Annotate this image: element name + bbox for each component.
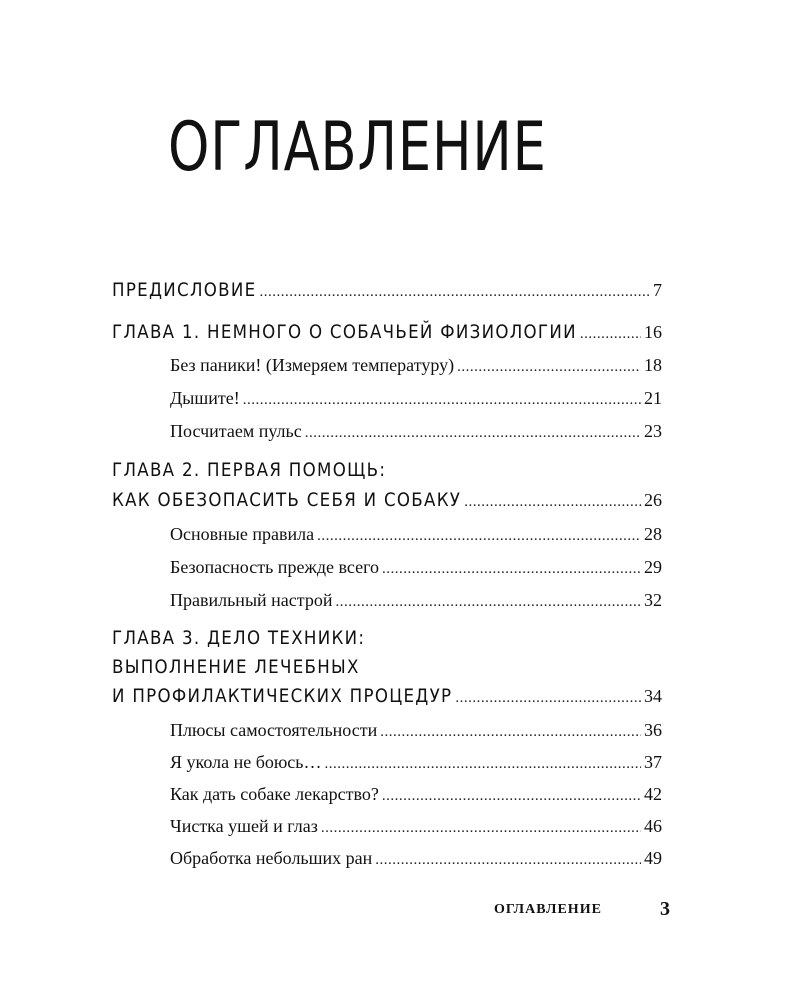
toc-entry-section[interactable] bbox=[170, 752, 662, 773]
toc-page-number: 36 bbox=[644, 720, 662, 740]
toc-chapter-3-heading-line[interactable]: ВЫПОЛНЕНИЕ ЛЕЧЕБНЫХ bbox=[112, 657, 360, 678]
toc-entry-label: КАК ОБЕЗОПАСИТЬ СЕБЯ И СОБАКУ bbox=[112, 490, 462, 511]
toc-page-number: 28 bbox=[644, 524, 662, 544]
dot-leader bbox=[580, 326, 641, 343]
dot-leader bbox=[382, 561, 641, 578]
toc-entry-section[interactable] bbox=[170, 524, 662, 545]
dot-leader bbox=[457, 359, 641, 376]
toc-entry-chapter-2[interactable] bbox=[112, 490, 662, 511]
toc-entry-section[interactable] bbox=[170, 784, 662, 805]
toc-page-number: 42 bbox=[644, 784, 662, 804]
toc-entry-label: Безопасность прежде всего bbox=[170, 557, 380, 577]
toc-entry-preface[interactable] bbox=[112, 280, 662, 301]
toc-page-number: 23 bbox=[644, 421, 662, 441]
toc-chapter-3-heading-line[interactable]: ГЛАВА 3. ДЕЛО ТЕХНИКИ: bbox=[112, 628, 366, 649]
toc-page-number: 21 bbox=[644, 388, 662, 408]
dot-leader bbox=[375, 852, 641, 869]
dot-leader bbox=[321, 820, 641, 837]
toc-entry-section[interactable] bbox=[170, 848, 662, 869]
toc-entry-label: Чистка ушей и глаз bbox=[170, 816, 318, 836]
dot-leader bbox=[243, 392, 641, 409]
toc-page-number: 49 bbox=[644, 848, 662, 868]
toc-page-number: 34 bbox=[644, 686, 662, 706]
toc-page-number: 18 bbox=[644, 355, 662, 375]
dot-leader bbox=[464, 494, 641, 511]
toc-entry-label: И ПРОФИЛАКТИЧЕСКИХ ПРОЦЕДУР bbox=[112, 686, 453, 707]
running-footer-title: ОГЛАВЛЕНИЕ bbox=[494, 902, 602, 917]
dot-leader bbox=[336, 594, 641, 611]
toc-page-number: 29 bbox=[644, 557, 662, 577]
dot-leader bbox=[455, 690, 641, 707]
page-title: ОГЛАВЛЕНИЕ bbox=[168, 108, 547, 187]
toc-page-number: 32 bbox=[644, 590, 662, 610]
toc-entry-label: ГЛАВА 1. НЕМНОГО О СОБАЧЬЕЙ ФИЗИОЛОГИИ bbox=[112, 322, 577, 343]
toc-page-number: 46 bbox=[644, 816, 662, 836]
toc-entry-label: Посчитаем пульс bbox=[170, 421, 302, 441]
toc-entry-label: ПРЕДИСЛОВИЕ bbox=[112, 280, 257, 301]
toc-entry-section[interactable] bbox=[170, 590, 662, 611]
toc-entry-label: Дышите! bbox=[170, 388, 240, 408]
toc-entry-label: Плюсы самостоятельности bbox=[170, 720, 378, 740]
toc-entry-label: Как дать собаке лекарство? bbox=[170, 784, 379, 804]
dot-leader bbox=[317, 528, 641, 545]
toc-entry-label: Я укола не боюсь… bbox=[170, 752, 322, 772]
dot-leader bbox=[380, 724, 641, 741]
toc-page-number: 37 bbox=[644, 752, 662, 772]
toc-entry-section[interactable] bbox=[170, 816, 662, 837]
dot-leader bbox=[305, 425, 641, 442]
toc-entry-section[interactable] bbox=[170, 355, 662, 376]
toc-entry-section[interactable] bbox=[170, 720, 662, 741]
toc-entry-label: Основные правила bbox=[170, 524, 315, 544]
toc-page-number: 16 bbox=[644, 322, 662, 342]
dot-leader bbox=[259, 284, 650, 301]
toc-chapter-2-heading-line[interactable]: ГЛАВА 2. ПЕРВАЯ ПОМОЩЬ: bbox=[112, 460, 387, 481]
toc-page-number: 26 bbox=[644, 490, 662, 510]
toc-entry-label: Обработка небольших ран bbox=[170, 848, 373, 868]
toc-entry-label: Без паники! (Измеряем температуру) bbox=[170, 355, 455, 375]
dot-leader bbox=[325, 756, 642, 773]
toc-page-number: 7 bbox=[653, 280, 662, 300]
toc-entry-chapter-1[interactable] bbox=[112, 322, 662, 343]
toc-entry-section[interactable] bbox=[170, 557, 662, 578]
toc-entry-label: Правильный настрой bbox=[170, 590, 333, 610]
toc-entry-chapter-3[interactable] bbox=[112, 686, 662, 707]
page-number: 3 bbox=[660, 898, 670, 920]
dot-leader bbox=[382, 788, 641, 805]
toc-entry-section[interactable] bbox=[170, 388, 662, 409]
toc-entry-section[interactable] bbox=[170, 421, 662, 442]
